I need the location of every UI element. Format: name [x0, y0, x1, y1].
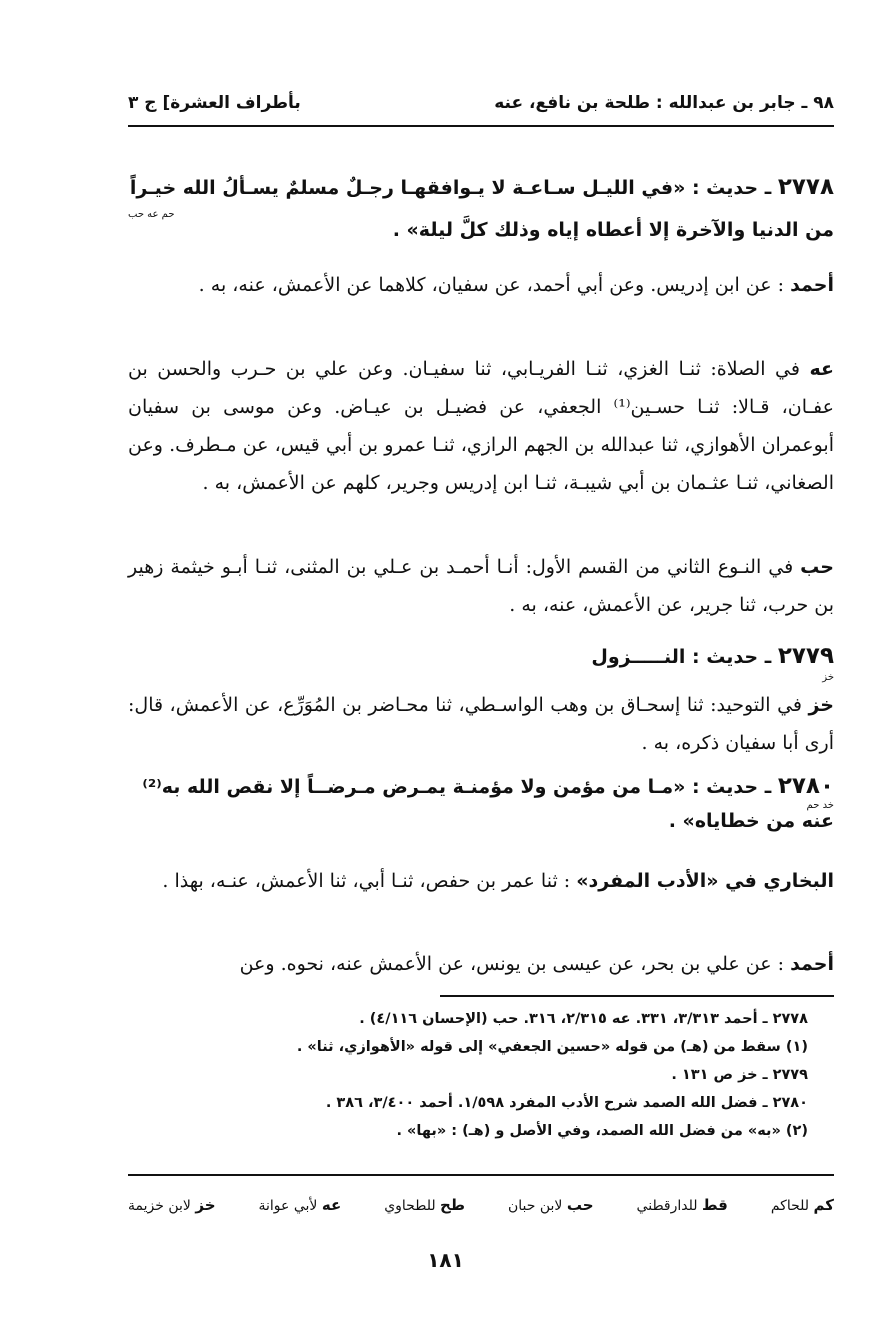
legend-item: كم للحاكم [770, 1196, 834, 1214]
hadith-number: ٢٧٧٩ [777, 643, 834, 669]
hadith-2778 [128, 166, 834, 251]
source-symbols: خز [822, 672, 834, 683]
paragraph-abu-awana [128, 350, 834, 502]
footnotes [128, 1005, 808, 1145]
legend-item: قط للدارقطني [636, 1196, 728, 1214]
footnote-rule [440, 995, 834, 997]
paragraph-text: : ثنا عمر بن حفص، ثنـا أبي، ثنا الأعمش، عنـه، بهذا . [162, 870, 571, 892]
source-name: البخاري في «الأدب المفرد» [576, 870, 834, 892]
hadith-text: ـ حديث : النـــــزول [591, 646, 772, 668]
source-symbols: حم عه حب [128, 209, 175, 220]
paragraph-ibn-hibban [128, 548, 834, 624]
hadith-text-line2: من الدنيا والآخرة إلا أعطاه إياه وذلك كلَّ ليلة» . [392, 219, 834, 241]
source-name: خز [808, 694, 834, 716]
paragraph-text: : عن ابن إدريس. وعن أبي أحمد، عن سفيان، كلاهما عن الأعمش، عنه، به . [198, 274, 785, 296]
legend-item: خز لابن خزيمة [128, 1196, 216, 1214]
header-section: ٩٨ ـ جابر بن عبدالله : طلحة بن نافع، عنه [494, 93, 834, 113]
header-rule [128, 125, 834, 127]
paragraph-text: في التوحيد: ثنا إسحـاق بن وهب الواسـطي، ثنا محـاضر بن المُوَرِّع، عن الأعمش، قال: أرى أبا سفيان ذكره، به . [128, 694, 834, 754]
legend-item: عه لأبي عوانة [258, 1196, 342, 1214]
hadith-text-line1: ـ حديث : «مـا من مؤمن ولا مؤمنـة يمـرض مـرضــاً إلا نقص الله به⁽²⁾ [142, 776, 772, 798]
source-name: حب [800, 556, 834, 578]
source-name: أحمد [790, 953, 834, 975]
paragraph-ahmad [128, 266, 834, 304]
paragraph-text: : عن علي بن بحر، عن عيسى بن يونس، عن الأعمش عنه، نحوه. وعن [239, 953, 785, 975]
source-name: عه [809, 358, 834, 380]
footnote: (٢) «به» من فضل الله الصمد، وفي الأصل و (هـ) : «بها» . [396, 1123, 808, 1139]
footnote: ٢٧٧٨ ـ أحمد ٣/٣١٣، ٣٣١. عه ٢/٣١٥، ٣١٦. حب (الإحسان ٤/١١٦) . [359, 1011, 808, 1027]
hadith-number: ٢٧٧٨ [777, 174, 834, 200]
source-name: أحمد [790, 274, 834, 296]
legend-rule [128, 1174, 834, 1176]
running-header [128, 86, 834, 120]
footnote: ٢٧٧٩ ـ خز ص ١٣١ . [671, 1067, 808, 1083]
legend-item: حب لابن حبان [507, 1196, 594, 1214]
hadith-text-line1: ـ حديث : «في الليـل سـاعـة لا يـوافقهـا رجـلٌ مسلمٌ يسـألُ الله خيـراً [129, 177, 772, 199]
paragraph-text: في النـوع الثاني من القسم الأول: أنـا أحمـد بن عـلي بن المثنى، ثنـا أبـو خيثمة زهير بن حرب، ثنا جرير، عن الأعمش، عنه، به . [128, 556, 834, 616]
hadith-number: ٢٧٨٠ [777, 773, 834, 799]
source-symbols: خد حم [806, 800, 834, 811]
paragraph-ibn-khuzayma [128, 686, 834, 762]
abbreviation-legend [128, 1190, 834, 1220]
hadith-2780 [128, 765, 834, 842]
paragraph-text: في الصلاة: ثنـا الغزي، ثنـا الفريـابي، ثنا سفيـان. وعن علي بن حـرب والحسن بن عفـان، قـالا: ثنـا حسـين⁽¹⁾ الجعفي، عن فضيـل بن عيـاض. وعن موسى بن سفيان أبوعمران الأهوازي، ثنا عبدالله بن الجهم الرازي، ثنـا عمرو بن أبي قيس، عن مـطرف. وعن الصغاني، ثنـا عثـمان بن أبي شيبـة، ثنـا ابن إدريس وجرير، كلهم عن الأعمش، به . [128, 358, 834, 494]
hadith-text-line2: عنه من خطاياه» . [668, 810, 834, 832]
header-title: بأطراف العشرة] ج ٣ [128, 93, 301, 113]
page-number: ١٨١ [427, 1248, 464, 1272]
hadith-2779 [128, 635, 834, 684]
footnote: ٢٧٨٠ ـ فضل الله الصمد شرح الأدب المفرد ١/٥٩٨. أحمد ٣/٤٠٠، ٣٨٦ . [325, 1095, 808, 1111]
footnote: (١) سقط من (هـ) من قوله «حسين الجعفي» إلى قوله «الأهوازي، ثنا» . [296, 1039, 808, 1055]
paragraph-bukhari [128, 862, 834, 900]
legend-item: طح للطحاوي [384, 1196, 465, 1214]
paragraph-ahmad-2 [128, 945, 834, 983]
